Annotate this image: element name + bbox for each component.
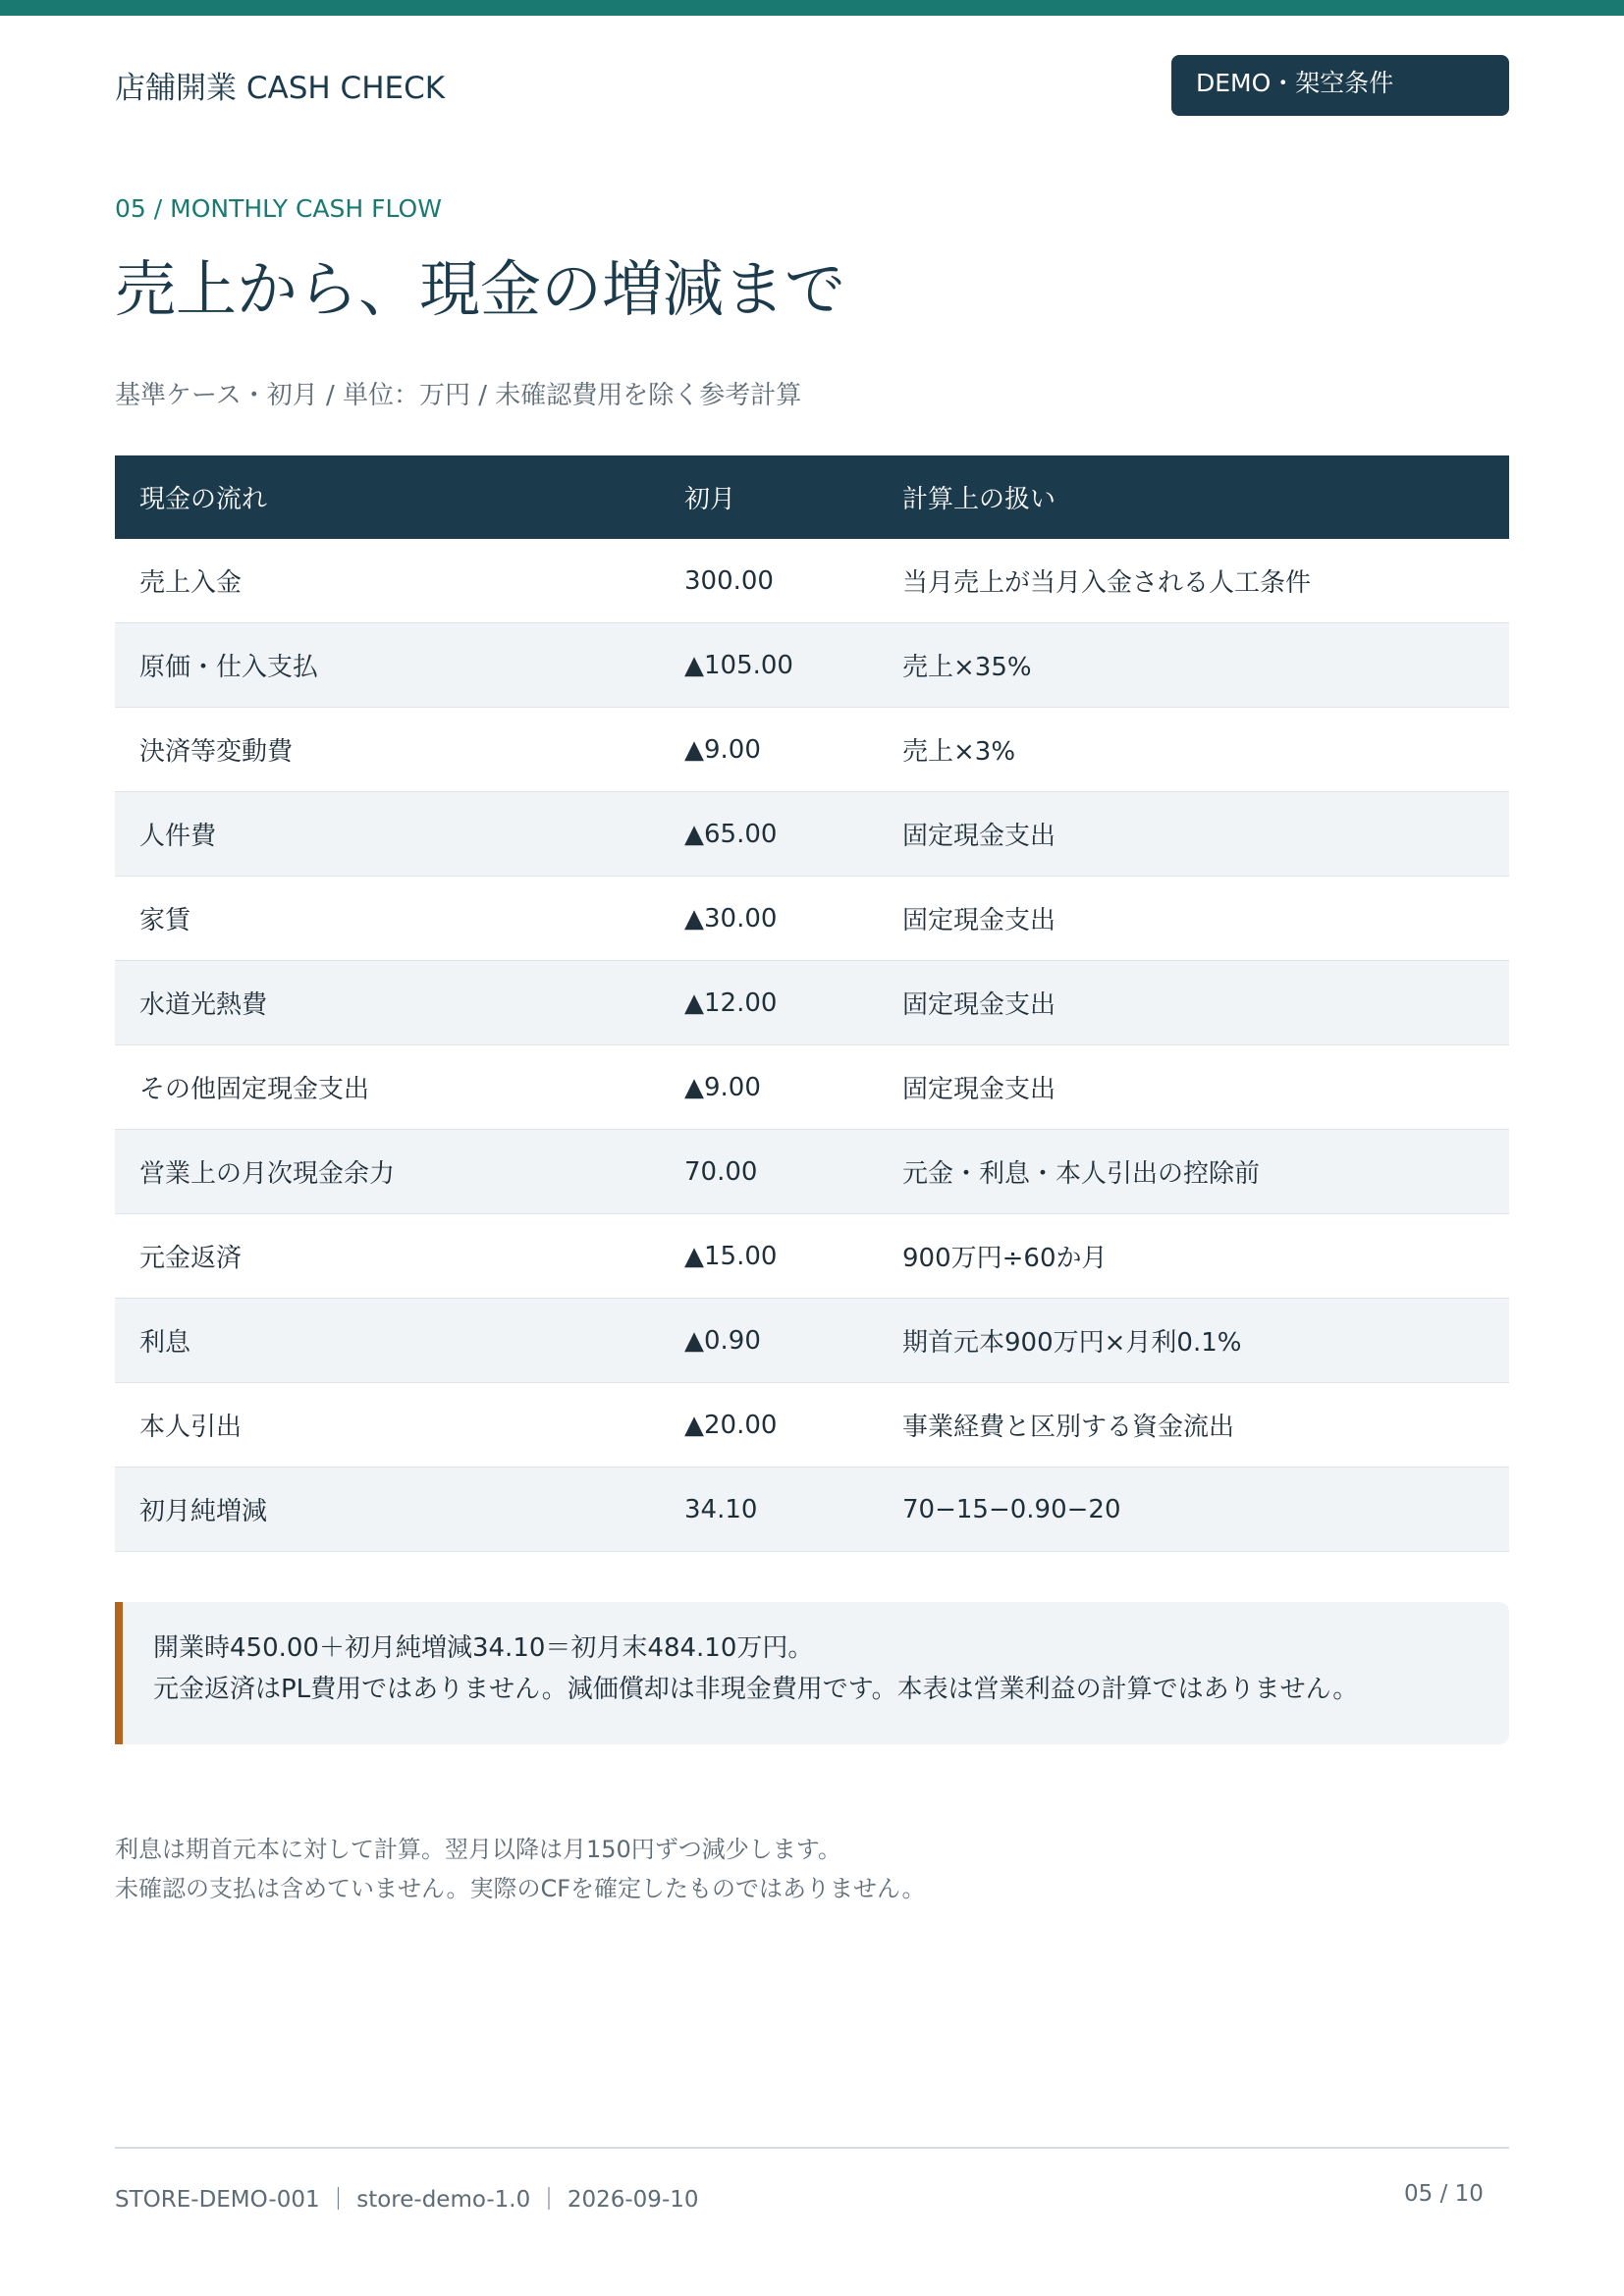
table-row [115, 877, 1509, 961]
cell-amount: 300.00 [660, 539, 878, 623]
cell-item: 水道光熱費 [115, 961, 660, 1045]
cell-item: 営業上の月次現金余力 [115, 1130, 660, 1214]
table-header-row [115, 455, 1509, 539]
page-title: 売上から、現金の増減まで [115, 253, 846, 325]
cell-item: その他固定現金支出 [115, 1045, 660, 1130]
brand-title: 店舗開業 CASH CHECK [115, 71, 446, 106]
note-line: 元金返済はPL費用ではありません。減価償却は非現金費用です。本表は営業利益の計算ではありません。 [153, 1675, 1359, 1704]
cell-item: 人件費 [115, 792, 660, 877]
cash-flow-table [115, 455, 1509, 1552]
cell-amount: ▲30.00 [660, 877, 878, 961]
page-number: 05 / 10 [1404, 2181, 1484, 2207]
cell-item: 原価・仕入支払 [115, 623, 660, 708]
top-accent-bar [0, 0, 1624, 16]
footnote-line: 利息は期首元本に対して計算。翌月以降は月150円ずつ減少します。 [115, 1836, 841, 1863]
cell-treatment: 固定現金支出 [878, 961, 1509, 1045]
cell-item: 元金返済 [115, 1214, 660, 1299]
section-label: 05 / MONTHLY CASH FLOW [115, 194, 442, 223]
cell-treatment: 売上×35% [878, 623, 1509, 708]
footer-document-meta: STORE-DEMO-001 ｜ store-demo-1.0 ｜ 2026-09-10 [115, 2187, 699, 2213]
table-row [115, 539, 1509, 623]
cell-treatment: 売上×3% [878, 708, 1509, 792]
demo-badge: DEMO・架空条件 [1171, 55, 1509, 116]
cell-amount: ▲20.00 [660, 1383, 878, 1468]
table-row [115, 792, 1509, 877]
footnote-line: 未確認の支払は含めていません。実際のCFを確定したものではありません。 [115, 1875, 926, 1902]
table-row [115, 623, 1509, 708]
cell-treatment: 900万円÷60か月 [878, 1214, 1509, 1299]
cell-amount: 70.00 [660, 1130, 878, 1214]
cell-amount: ▲12.00 [660, 961, 878, 1045]
table-row [115, 1045, 1509, 1130]
cell-amount: ▲65.00 [660, 792, 878, 877]
table-row [115, 1214, 1509, 1299]
cell-item: 売上入金 [115, 539, 660, 623]
cell-treatment: 固定現金支出 [878, 877, 1509, 961]
table-row [115, 961, 1509, 1045]
cell-treatment: 期首元本900万円×月利0.1% [878, 1299, 1509, 1383]
cell-treatment: 固定現金支出 [878, 1045, 1509, 1130]
cell-item: 利息 [115, 1299, 660, 1383]
cell-item: 初月純増減 [115, 1468, 660, 1552]
table-row [115, 1130, 1509, 1214]
cell-treatment: 事業経費と区別する資金流出 [878, 1383, 1509, 1468]
cell-amount: ▲9.00 [660, 708, 878, 792]
footnotes [115, 1830, 925, 1908]
cell-amount: ▲105.00 [660, 623, 878, 708]
cell-amount: ▲9.00 [660, 1045, 878, 1130]
table-row [115, 708, 1509, 792]
table-row [115, 1299, 1509, 1383]
cell-treatment: 固定現金支出 [878, 792, 1509, 877]
column-header-first-month: 初月 [660, 455, 878, 539]
cell-treatment: 元金・利息・本人引出の控除前 [878, 1130, 1509, 1214]
cell-amount: ▲15.00 [660, 1214, 878, 1299]
cell-item: 本人引出 [115, 1383, 660, 1468]
table-row [115, 1383, 1509, 1468]
page-subtitle: 基準ケース・初月 / 単位：万円 / 未確認費用を除く参考計算 [115, 381, 802, 410]
cell-treatment: 当月売上が当月入金される人工条件 [878, 539, 1509, 623]
cell-amount: ▲0.90 [660, 1299, 878, 1383]
summary-note-box [115, 1602, 1509, 1744]
cell-item: 家賃 [115, 877, 660, 961]
cell-item: 決済等変動費 [115, 708, 660, 792]
column-header-flow: 現金の流れ [115, 455, 660, 539]
cell-amount: 34.10 [660, 1468, 878, 1552]
footer-divider [115, 2147, 1509, 2149]
cell-treatment: 70−15−0.90−20 [878, 1468, 1509, 1552]
note-line: 開業時450.00＋初月純増減34.10＝初月末484.10万円。 [153, 1633, 814, 1663]
table-row [115, 1468, 1509, 1552]
column-header-treatment: 計算上の扱い [878, 455, 1509, 539]
